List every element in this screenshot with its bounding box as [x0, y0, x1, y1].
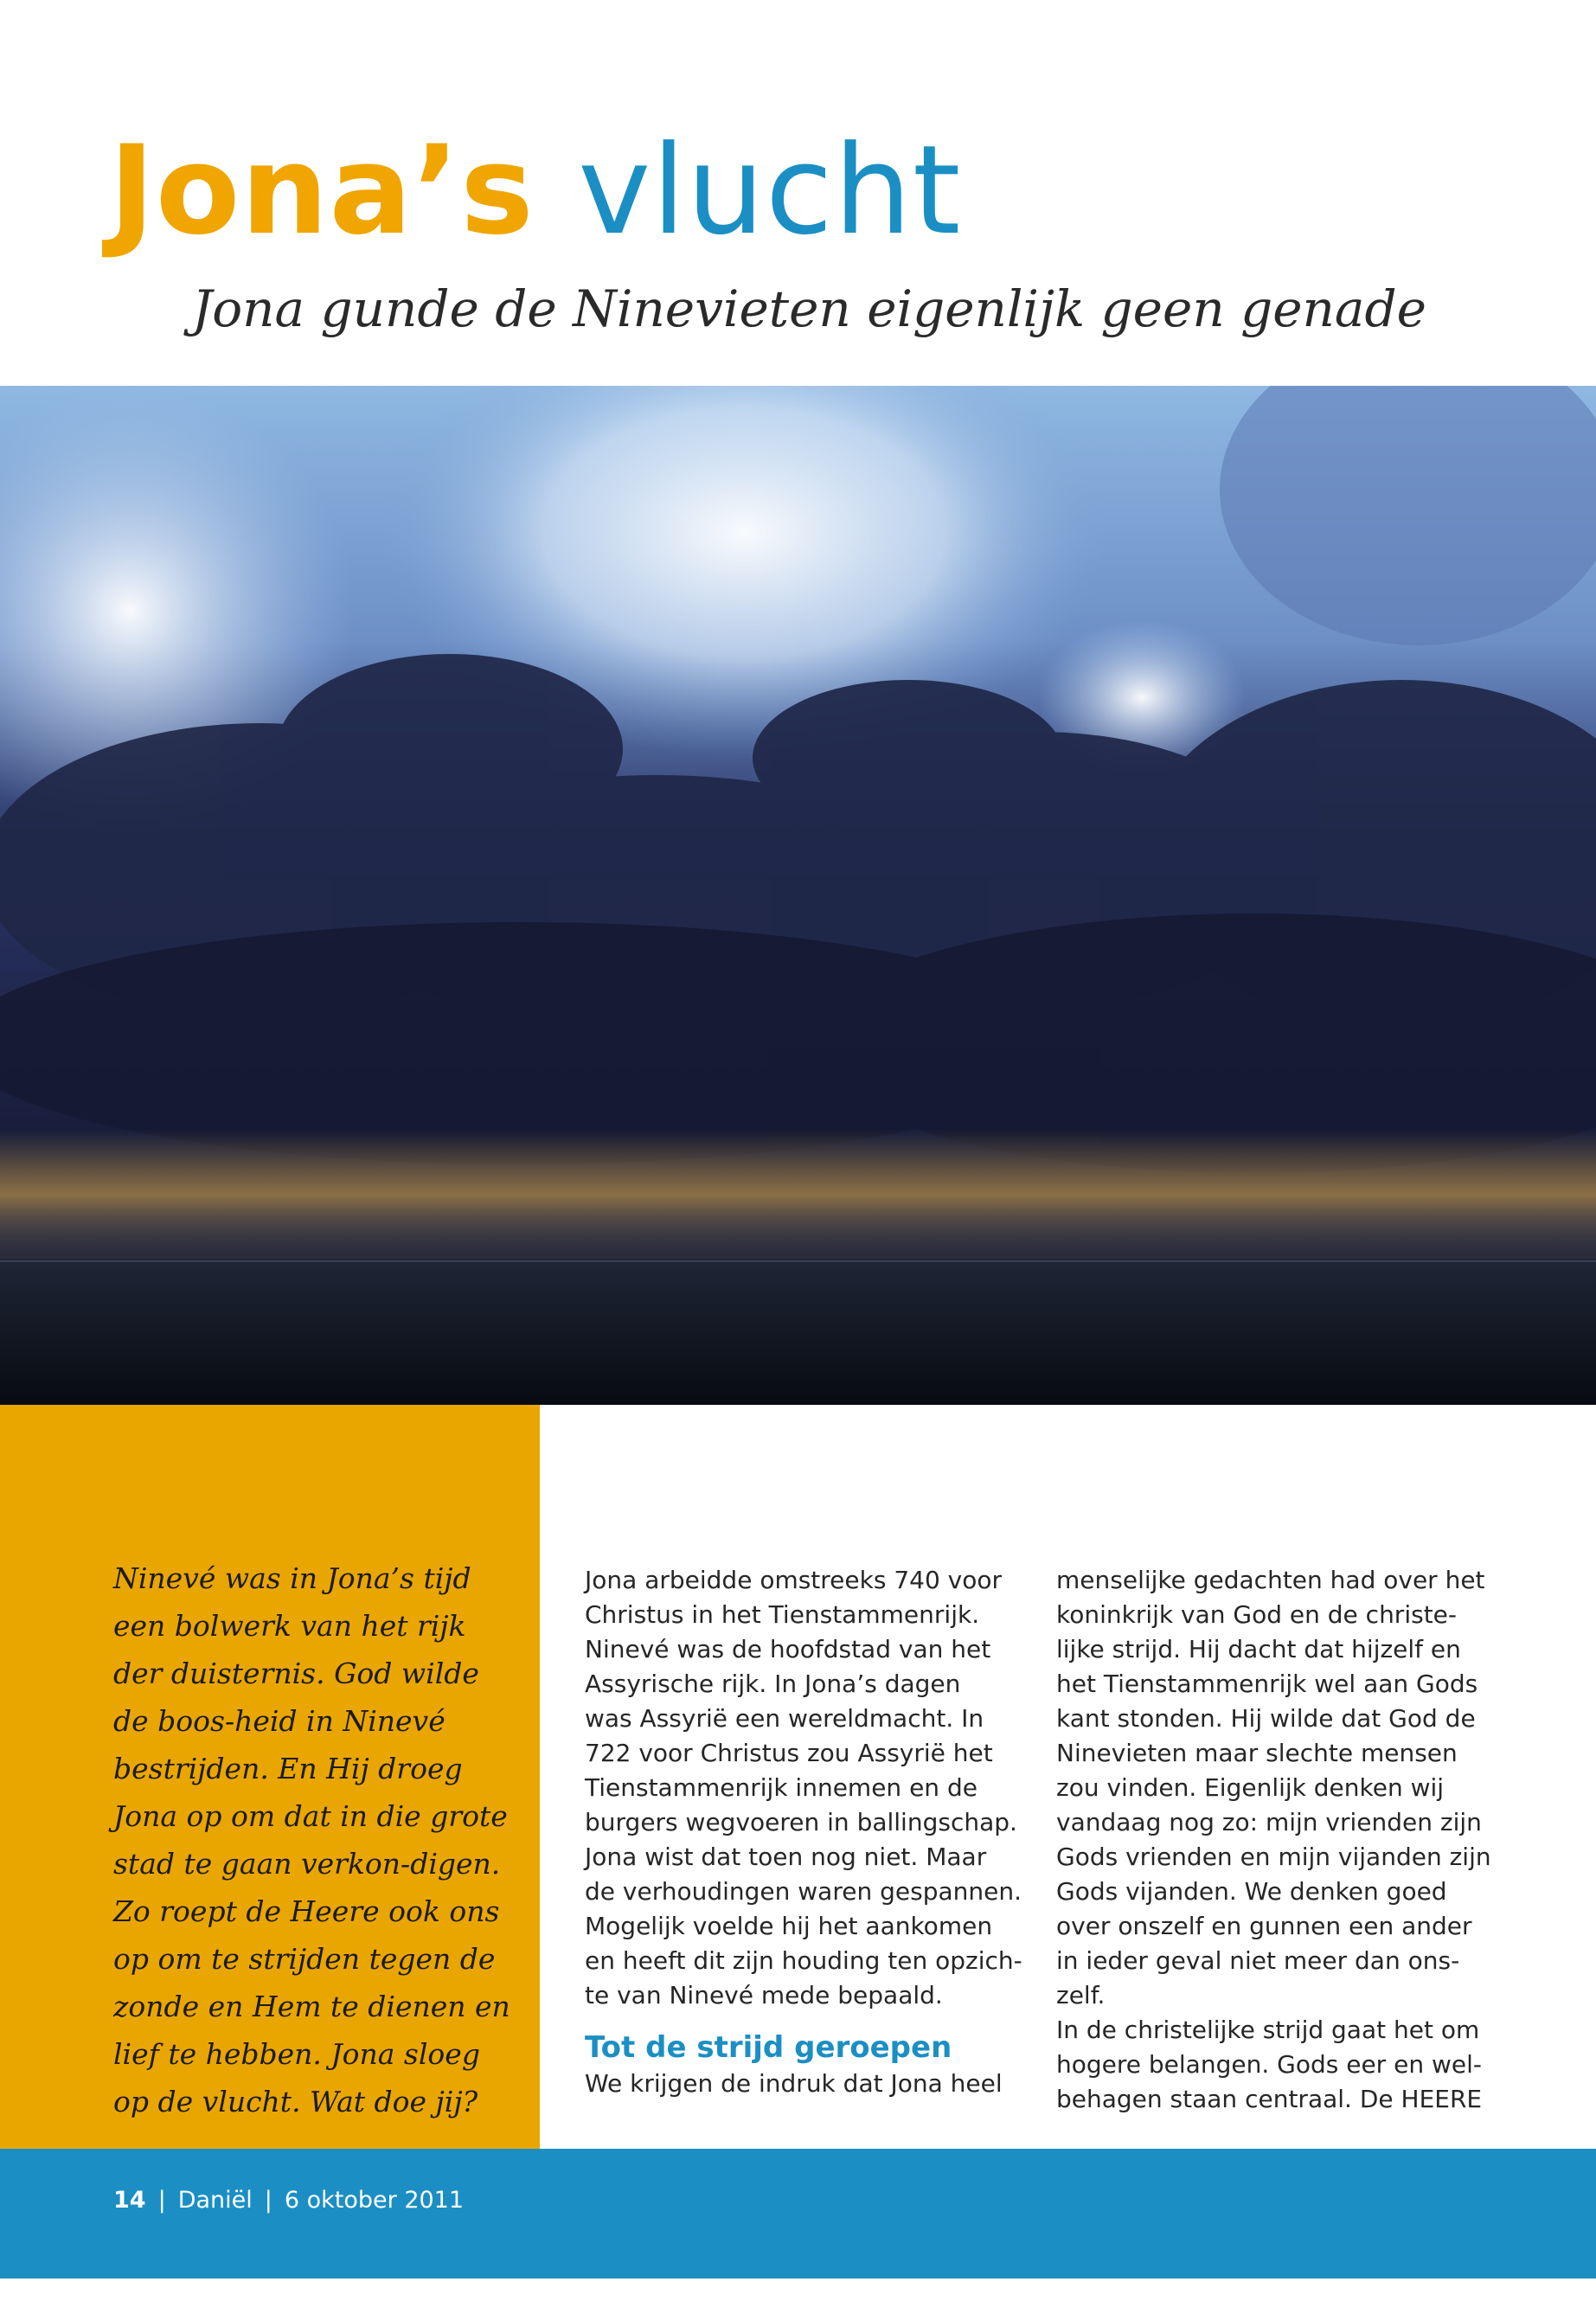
article-column-2 [1056, 1563, 1506, 2117]
page-subtitle: Jona gunde de Ninevieten eigenlijk geen genade [192, 279, 1426, 338]
column-2-paragraph: menselijke gedachten had over het koninkrijk van God en de christe- lijke strijd. Hij dacht dat hijzelf en het Tienstammenrijk wel aan Gods kant stonden. Hij wilde dat God de Ninevieten maar slechte mensen zou vinden. Eigenlijk denken wij vandaag nog zo: mijn vrienden zijn Gods vrienden en mijn vijanden zijn Gods vijanden. We denken goed over onszelf en gunnen een ander in ieder geval niet meer dan ons- zelf. [1056, 1566, 1491, 2009]
footer-info [113, 2187, 464, 2214]
article-column-1 [585, 1563, 1026, 2101]
publication-date: 6 oktober 2011 [284, 2187, 465, 2214]
footer-separator: | [264, 2187, 272, 2214]
page-title-bold: Jona’s [109, 119, 535, 262]
storm-cloud-sea-photo [0, 386, 1596, 1405]
publication-name: Daniël [177, 2187, 253, 2214]
page-title [109, 119, 962, 262]
intro-text: Ninevé was in Jona’s tijd een bolwerk van het rijk der duisternis. God wilde de boos-heid in Ninevé bestrijden. En Hij droeg Jona op om dat in die grote stad te gaan verkon-digen. Zo roept de Heere ook ons op om te strijden tegen de zonde en Hem te dienen en lief te hebben. Jona sloeg op de vlucht. Wat doe jij? [113, 1561, 510, 2118]
column-2-paragraph-2: In de christelijke strijd gaat het om hogere belangen. Gods eer en wel- behagen staan centraal. De HEERE [1056, 2016, 1483, 2113]
page-title-light: vlucht [578, 119, 962, 262]
column-1-paragraph: Jona arbeidde omstreeks 740 voor Christus in het Tienstammenrijk. Ninevé was de hoofdstad van het Assyrische rijk. In Jona’s dagen was Assyrië een wereldmacht. In 722 voor Christus zou Assyrië het Tienstammenrijk innemen en de burgers wegvoeren in ballingschap. Jona wist dat toen nog niet. Maar de verhoudingen waren gespannen. Mogelijk voelde hij het aankomen en heeft dit zijn houding ten opzich- te van Ninevé mede bepaald. [585, 1566, 1022, 2009]
footer-separator: | [157, 2187, 166, 2214]
section-heading: Tot de strijd geroepen [585, 2030, 952, 2065]
page-number: 14 [113, 2187, 146, 2214]
column-1-paragraph-2: We krijgen de indruk dat Jona heel [585, 2069, 1003, 2098]
footer-bar [0, 2149, 1596, 2279]
